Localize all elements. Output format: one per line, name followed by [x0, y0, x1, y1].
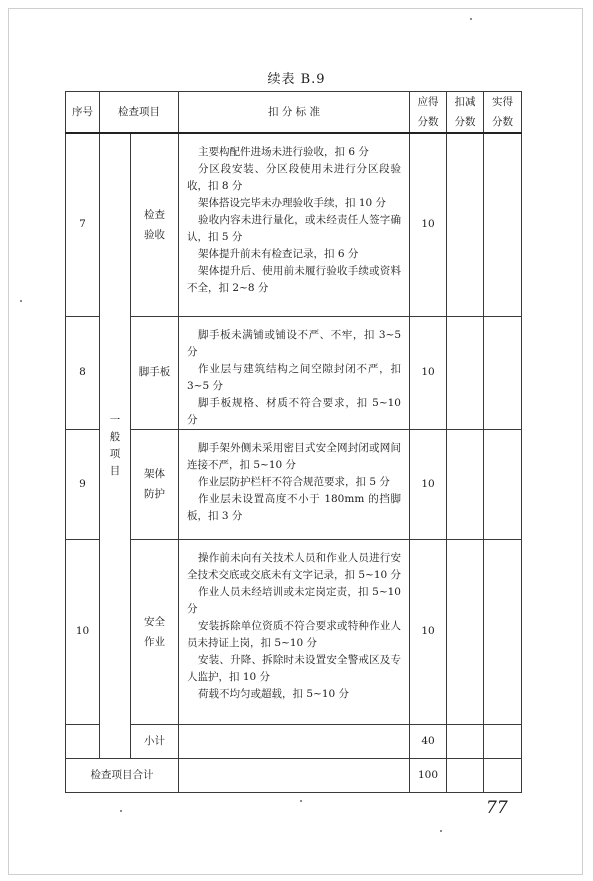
- row-item-name: 架体防护: [131, 429, 179, 539]
- row-seq: 10: [66, 539, 100, 724]
- row-should-score: 10: [410, 539, 447, 724]
- row-actual-score: [484, 316, 522, 429]
- criteria-line: 脚手板规格、材质不符合要求，扣 5~10 分: [187, 396, 401, 426]
- subtotal-seq: [66, 724, 100, 758]
- row-actual-score: [484, 539, 522, 724]
- criteria-line: 操作前未向有关技术人员和作业人员进行安全技术交底或交底未有文字记录，扣 5~10 分: [187, 551, 402, 581]
- criteria-line: 安装、升降、拆除时未设置安全警戒区及专人监护，扣 10 分: [187, 653, 401, 683]
- total-deduct: [447, 758, 484, 792]
- row-seq: 9: [66, 429, 100, 539]
- header-seq: 序号: [66, 92, 100, 134]
- row-criteria: [179, 133, 410, 316]
- row-seq: 8: [66, 316, 100, 429]
- criteria-line: 主要构配件进场未进行验收，扣 6 分: [198, 146, 369, 158]
- subtotal-criteria: [179, 724, 410, 758]
- inspection-table: [65, 91, 522, 793]
- criteria-line: 验收内容未进行量化，或未经责任人签字确认，扣 5 分: [187, 214, 401, 243]
- subtotal-deduct: [447, 724, 484, 758]
- row-item-name: 脚手板: [131, 316, 179, 429]
- scan-speck: [440, 830, 442, 832]
- criteria-line: 安装拆除单位资质不符合要求或特种作业人员未持证上岗，扣 5~10 分: [187, 619, 401, 649]
- row-criteria: [179, 539, 410, 724]
- row-should-score: 10: [410, 133, 447, 316]
- criteria-line: 作业人员未经培训或未定岗定责，扣 5~10分: [187, 585, 401, 615]
- table-row-10: [66, 539, 522, 724]
- scan-speck: [470, 18, 472, 20]
- table-row-9: [66, 429, 522, 539]
- criteria-line: 架体提升前未有检查记录，扣 6 分: [198, 248, 359, 260]
- criteria-line: 架体提升后、使用前未履行验收手续或资料不全，扣 2~8 分: [187, 265, 401, 294]
- total-criteria: [179, 758, 410, 792]
- row-criteria: [179, 316, 410, 429]
- header-actual-score: 实得分数: [484, 92, 522, 134]
- table-row-8: [66, 316, 522, 429]
- criteria-line: 分区段安装、分区段使用未进行分区段验收，扣 8 分: [187, 163, 401, 192]
- header-should-score: 应得分数: [410, 92, 447, 134]
- criteria-line: 脚手板未满铺或铺设不严、不牢，扣 3~5分: [187, 328, 401, 358]
- criteria-line: 脚手架外侧未采用密目式安全网封闭或网间连接不严，扣 5~10 分: [187, 441, 401, 471]
- row-item-name: 检查验收: [131, 133, 179, 316]
- row-should-score: 10: [410, 316, 447, 429]
- total-label: 检查项目合计: [66, 758, 179, 792]
- total-score: 100: [410, 758, 447, 792]
- scan-speck: [120, 810, 122, 812]
- row-deduct-score: [447, 133, 484, 316]
- table-row-7: [66, 133, 522, 316]
- subtotal-row: [66, 724, 522, 758]
- scan-speck: [300, 800, 302, 802]
- row-item-name: 安全作业: [131, 539, 179, 724]
- total-row: [66, 758, 522, 792]
- criteria-line: 架体搭设完毕未办理验收手续，扣 10 分: [198, 197, 387, 209]
- scan-speck: [20, 300, 22, 302]
- row-deduct-score: [447, 316, 484, 429]
- criteria-line: 作业层未设置高度不小于 180mm 的挡脚板，扣 3 分: [187, 492, 401, 522]
- header-criteria: 扣 分 标 准: [179, 92, 410, 134]
- row-should-score: 10: [410, 429, 447, 539]
- criteria-line: 作业层防护栏杆不符合规范要求，扣 5 分: [198, 475, 390, 488]
- criteria-line: 作业层与建筑结构之间空隙封闭不严，扣 3~5 分: [187, 362, 401, 392]
- row-deduct-score: [447, 429, 484, 539]
- general-items-label: 一般项目: [100, 133, 131, 758]
- subtotal-score: 40: [410, 724, 447, 758]
- row-actual-score: [484, 429, 522, 539]
- row-actual-score: [484, 133, 522, 316]
- header-row: [66, 92, 522, 134]
- row-seq: 7: [66, 133, 100, 316]
- header-check-item: 检查项目: [100, 92, 179, 134]
- row-criteria: [179, 429, 410, 539]
- criteria-line: 荷载不均匀或超载，扣 5~10 分: [198, 687, 350, 700]
- page-number: 77: [486, 798, 508, 818]
- total-actual: [484, 758, 522, 792]
- table-caption: 续表 B.9: [267, 72, 326, 87]
- header-deduct-score: 扣减分数: [447, 92, 484, 134]
- row-deduct-score: [447, 539, 484, 724]
- subtotal-label: 小计: [131, 724, 179, 758]
- subtotal-actual: [484, 724, 522, 758]
